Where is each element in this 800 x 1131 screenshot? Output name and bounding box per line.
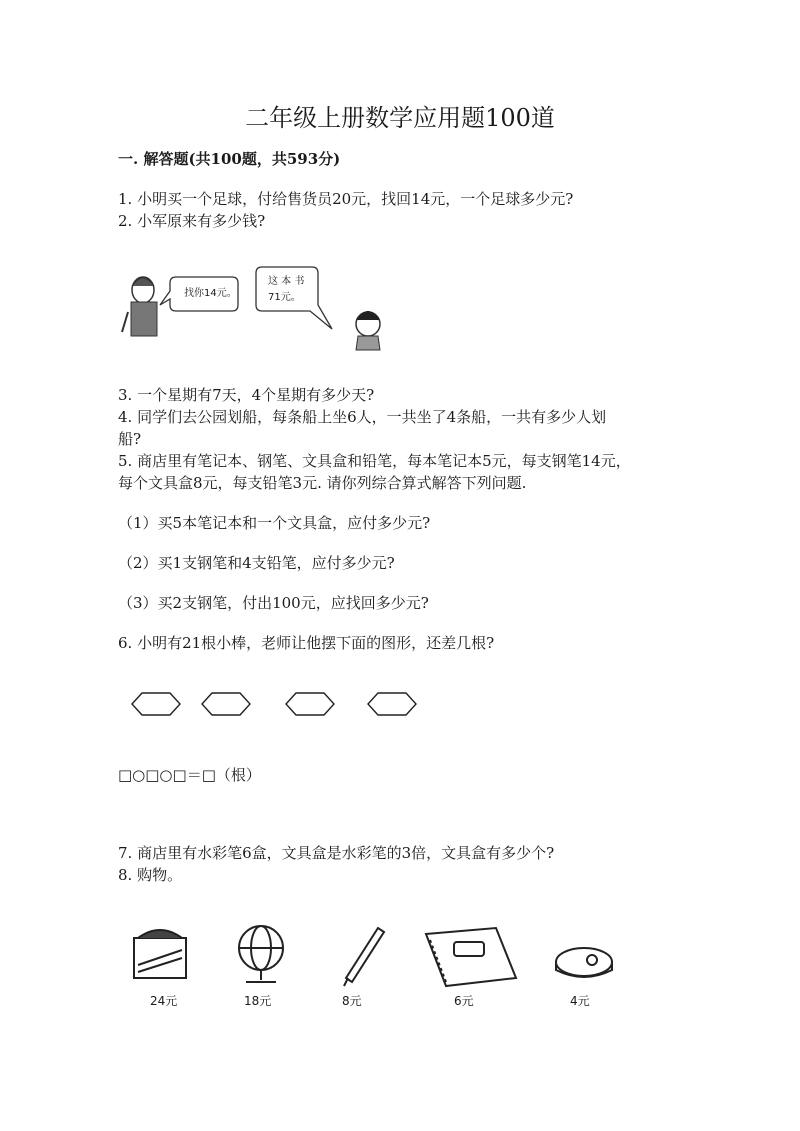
sharpener-icon <box>556 948 612 977</box>
price-label: 8元 <box>342 994 362 1008</box>
price-label: 4元 <box>570 994 590 1008</box>
question-1: 1. 小明买一个足球，付给售货员20元，找回14元，一个足球多少元? <box>118 190 574 208</box>
page-title: 二年级上册数学应用题100道 <box>245 104 555 132</box>
bubble-right-text-2: 71元。 <box>268 292 301 303</box>
question-2: 2. 小军原来有多少钱? <box>118 212 266 230</box>
question-7: 7. 商店里有水彩笔6盒，文具盒是水彩笔的3倍，文具盒有多少个? <box>118 844 555 862</box>
hexagon-shape <box>132 693 180 715</box>
question-5-sub-2: （2）买1支钢笔和4支铅笔，应付多少元? <box>118 554 395 572</box>
price-label: 6元 <box>454 994 474 1008</box>
question-6: 6. 小明有21根小棒，老师让他摆下面的图形，还差几根? <box>118 634 495 652</box>
question-5-line-2: 每个文具盒8元，每支铅笔3元. 请你列综合算式解答下列问题. <box>118 474 527 492</box>
globe-icon <box>239 926 283 982</box>
notebook-icon <box>426 928 516 986</box>
question-4-line-1: 4. 同学们去公园划船，每条船上坐6人，一共坐了4条船，一共有多少人划 <box>118 408 607 426</box>
question-3: 3. 一个星期有7天，4个星期有多少天? <box>118 386 375 404</box>
pen-icon <box>344 928 384 986</box>
question-5-sub-3: （3）买2支钢笔，付出100元，应找回多少元? <box>118 594 429 612</box>
pencil-case-icon <box>134 930 186 978</box>
question-2-illustration <box>118 262 398 352</box>
hexagon-shapes <box>126 690 426 720</box>
bubble-right-text-1: 这 本 书 <box>268 276 305 287</box>
hexagon-shape <box>368 693 416 715</box>
hexagon-shape <box>286 693 334 715</box>
price-label: 18元 <box>244 994 272 1008</box>
price-label: 24元 <box>150 994 178 1008</box>
hexagon-shape <box>202 693 250 715</box>
shop-items <box>126 920 626 1015</box>
shopkeeper-and-boy-icon <box>118 262 398 352</box>
bubble-left-text: 找你14元。 <box>184 288 237 299</box>
question-5-sub-1: （1）买5本笔记本和一个文具盒，应付多少元? <box>118 514 431 532</box>
question-5-line-1: 5. 商店里有笔记本、钢笔、文具盒和铅笔，每本笔记本5元，每支钢笔14元， <box>118 452 631 470</box>
section-heading: 一. 解答题(共100题，共593分) <box>118 150 341 168</box>
hexagon-row <box>126 690 426 720</box>
question-6-formula: □○□○□＝□（根） <box>118 766 261 784</box>
question-8: 8. 购物。 <box>118 866 183 884</box>
question-4-line-2: 船? <box>118 430 142 448</box>
